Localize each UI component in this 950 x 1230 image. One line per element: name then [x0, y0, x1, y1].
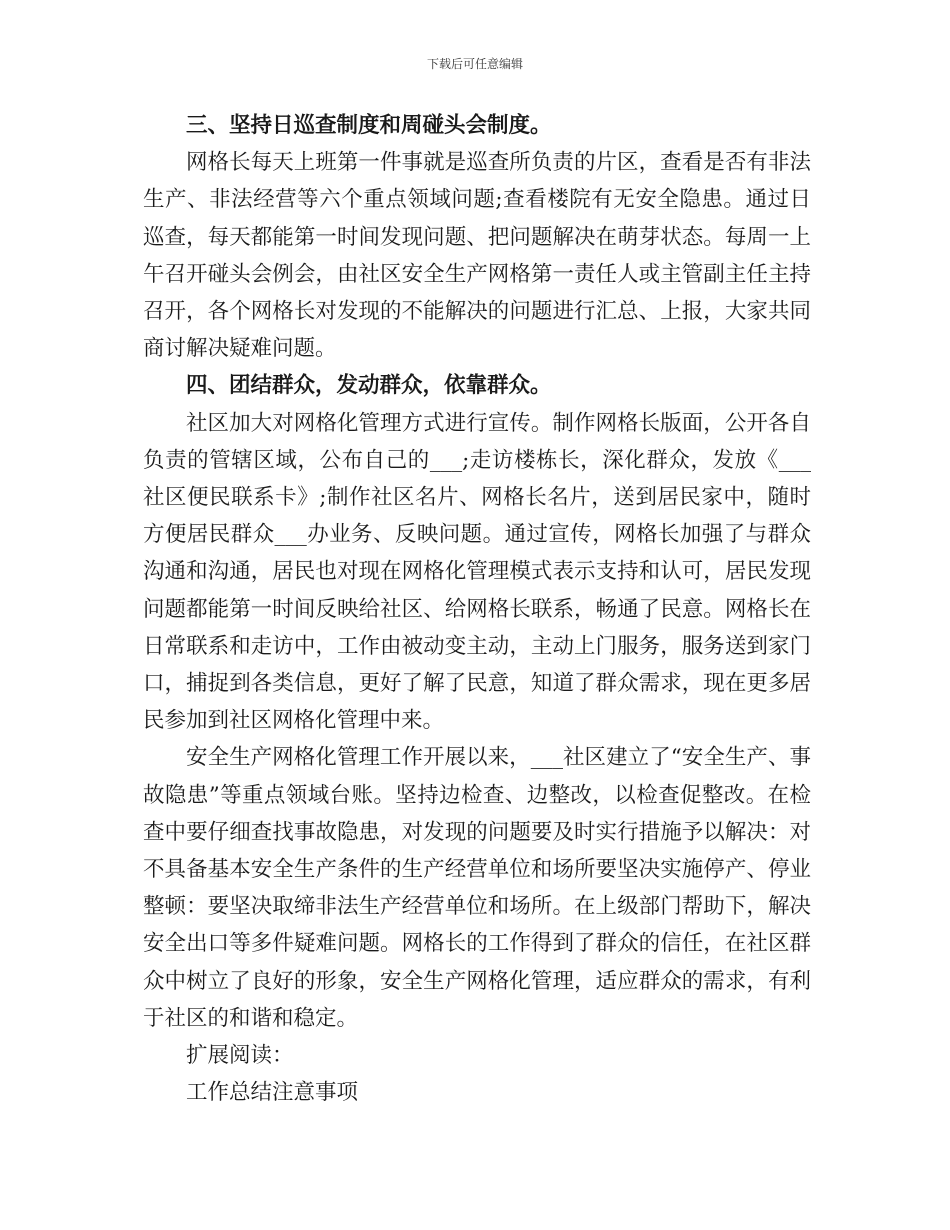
paragraph-patrol: 网格长每天上班第一件事就是巡查所负责的片区，查看是否有非法生产、非法经营等六个重点领域问题;查看楼院有无安全隐患。通过日巡查，每天都能第一时间发现问题、把问题解决在萌芽状态。每周一上午召开碰头会例会，由社区安全生产网格第一责任人或主管副主任主持召开，各个网格长对发现的不能解决的问题进行汇总、上报，大家共同商讨解决疑难问题。 — [143, 150, 811, 362]
document-body — [143, 107, 811, 1111]
section-heading-4: 四、团结群众，发动群众，依靠群众。 — [186, 373, 552, 399]
paragraph-safety: 安全生产网格化管理工作开展以来，___社区建立了“安全生产、事故隐患”等重点领域台账。坚持边检查、边整改，以检查促整改。在检查中要仔细查找事故隐患，对发现的问题要及时实行措施予以解决：对不具备基本安全生产条件的生产经营单位和场所要坚决实施停产、停业整顿：要坚决取缔非法生产经营单位和场所。在上级部门帮助下，解决安全出口等多件疑难问题。网格长的工作得到了群众的信任，在社区群众中树立了良好的形象，安全生产网格化管理，适应群众的需求，有利于社区的和谐和稳定。 — [143, 745, 811, 1031]
paragraph-publicity: 社区加大对网格化管理方式进行宣传。制作网格长版面，公开各自负责的管辖区域，公布自己的___;走访楼栋长，深化群众，发放《___社区便民联系卡》;制作社区名片、网格长名片，送到居民家中，随时方便居民群众___办业务、反映问题。通过宣传，网格长加强了与群众沟通和沟通，居民也对现在网格化管理模式表示支持和认可，居民发现问题都能第一时间反映给社区、给网格长联系，畅通了民意。网格长在日常联系和走访中，工作由被动变主动，主动上门服务，服务送到家门口，捕捉到各类信息，更好了解了民意，知道了群众需求，现在更多居民参加到社区网格化管理中来。 — [143, 410, 811, 734]
page-header-note: 下载后可任意编辑 — [426, 57, 523, 71]
section-heading-3: 三、坚持日巡查制度和周碰头会制度。 — [186, 113, 552, 138]
extended-reading-label: 扩展阅读： — [186, 1043, 294, 1069]
extended-reading-title: 工作总结注意事项 — [186, 1080, 359, 1106]
